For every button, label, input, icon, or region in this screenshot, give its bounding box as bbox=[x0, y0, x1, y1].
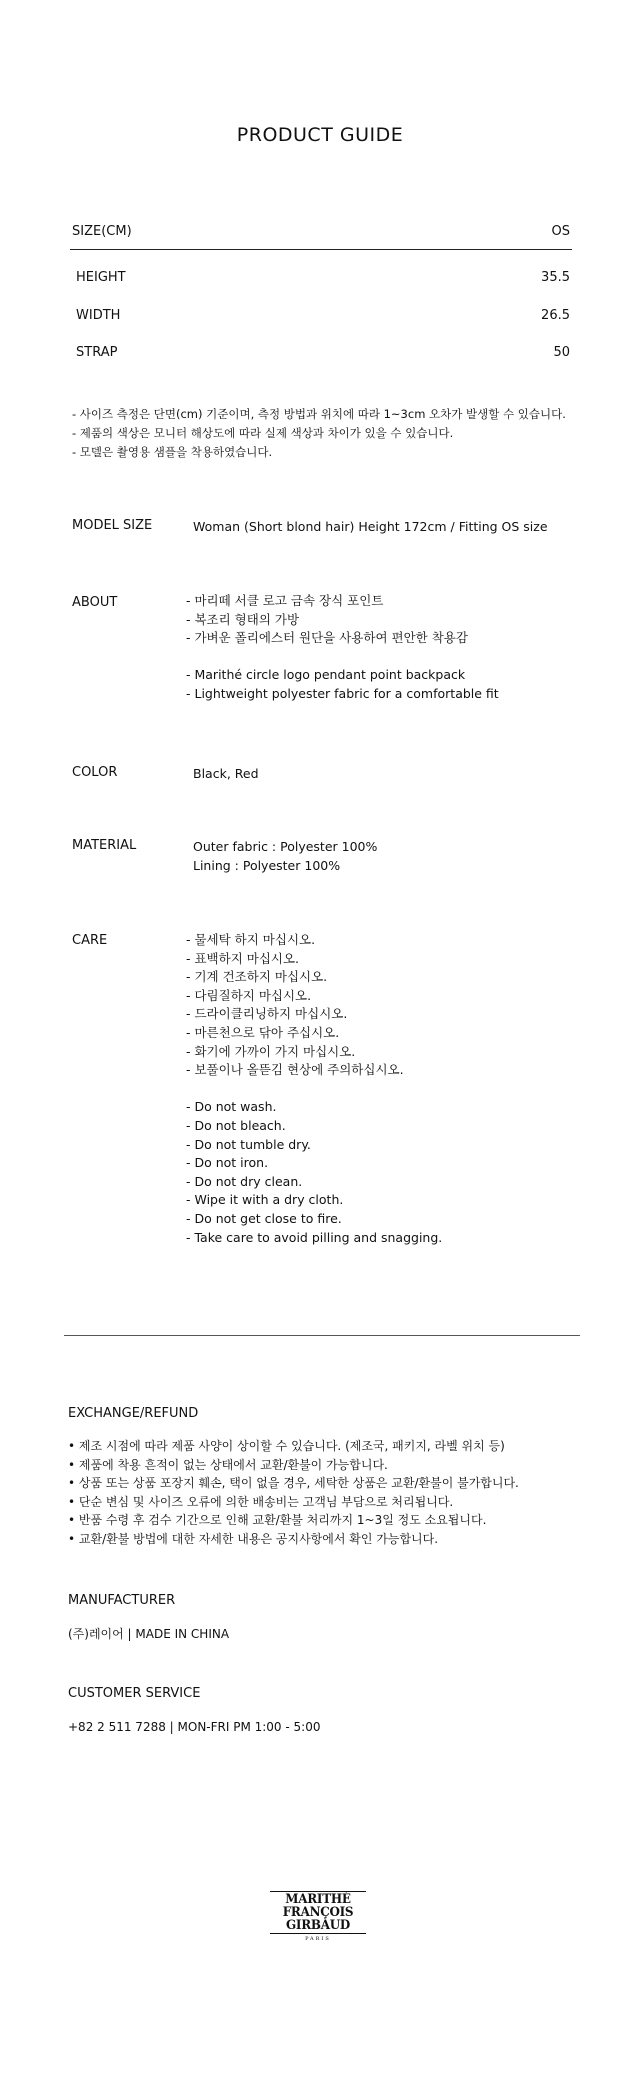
page-title: PRODUCT GUIDE bbox=[236, 124, 404, 146]
care-list bbox=[186, 931, 442, 1247]
brand-logo bbox=[270, 1890, 366, 1943]
model-size-value: Woman (Short blond hair) Height 172cm / Fitting OS size bbox=[193, 519, 548, 534]
about-line: - 복조리 형태의 가방 bbox=[186, 611, 300, 627]
care-line: - 마른천으로 닦아 주십시오. bbox=[186, 1024, 340, 1040]
care-line: - 표백하지 마십시오. bbox=[186, 950, 300, 966]
size-row-value: 50 bbox=[553, 345, 570, 360]
size-row-height bbox=[76, 270, 570, 285]
care-line: - 기계 건조하지 마십시오. bbox=[186, 969, 328, 985]
about-line: - Lightweight polyester fabric for a comfortable fit bbox=[186, 685, 499, 701]
material-line: Outer fabric : Polyester 100% bbox=[193, 839, 378, 854]
size-notes bbox=[72, 405, 566, 462]
care-line: - 물세탁 하지 마십시오. bbox=[186, 932, 316, 947]
note-line: - 사이즈 측정은 단면(cm) 기준이며, 측정 방법과 위치에 따라 1~3cm 오차가 발생할 수 있습니다. bbox=[72, 407, 566, 421]
care-line: - Do not tumble dry. bbox=[186, 1136, 311, 1152]
material-value bbox=[193, 838, 377, 875]
logo-paris: PARIS bbox=[305, 1936, 331, 1942]
exchange-line: • 단순 변심 및 사이즈 오류에 의한 배송비는 고객님 부담으로 처리됩니다. bbox=[68, 1494, 454, 1509]
size-header-value: OS bbox=[551, 224, 570, 239]
size-row-value: 26.5 bbox=[541, 308, 570, 323]
exchange-list bbox=[68, 1437, 519, 1549]
care-line: - Take care to avoid pilling and snagging. bbox=[186, 1229, 443, 1245]
size-table-header bbox=[72, 224, 570, 239]
size-table-divider bbox=[70, 249, 572, 250]
color-label: COLOR bbox=[72, 765, 118, 780]
size-row-label: WIDTH bbox=[76, 308, 121, 323]
about-line: - 마리떼 서클 로고 금속 장식 포인트 bbox=[186, 593, 384, 608]
care-line: - Do not iron. bbox=[186, 1155, 269, 1171]
exchange-line: • 제조 시점에 따라 제품 사양이 상이할 수 있습니다. (제조국, 패키지, 라벨 위치 등) bbox=[68, 1439, 505, 1453]
care-line: - 다림질하지 마십시오. bbox=[186, 987, 312, 1003]
exchange-line: • 반품 수령 후 검수 기간으로 인해 교환/환불 처리까지 1~3일 정도 소요됩니다. bbox=[68, 1513, 487, 1528]
about-line: - 가벼운 폴리에스터 원단을 사용하여 편안한 착용감 bbox=[186, 630, 468, 646]
care-line: - Do not bleach. bbox=[186, 1117, 286, 1133]
exchange-line: • 제품에 착용 흔적이 없는 상태에서 교환/환불이 가능합니다. bbox=[68, 1457, 388, 1472]
size-header-label: SIZE(CM) bbox=[72, 224, 132, 239]
size-row-label: STRAP bbox=[76, 345, 118, 360]
manufacturer-value: (주)레이어 | MADE IN CHINA bbox=[68, 1627, 230, 1641]
care-line: - Do not get close to fire. bbox=[186, 1210, 342, 1226]
size-row-value: 35.5 bbox=[541, 270, 570, 285]
care-line: - 화기에 가까이 가지 마십시오. bbox=[186, 1043, 356, 1059]
section-divider bbox=[64, 1335, 580, 1336]
care-line: - Do not wash. bbox=[186, 1099, 277, 1115]
color-value: Black, Red bbox=[193, 766, 259, 781]
exchange-title: EXCHANGE/REFUND bbox=[68, 1406, 199, 1421]
about-line: - Marithé circle logo pendant point backpack bbox=[186, 667, 466, 683]
size-row-strap bbox=[76, 345, 570, 360]
logo-line: GIRBAUD bbox=[285, 1918, 350, 1933]
manufacturer-title: MANUFACTURER bbox=[68, 1593, 176, 1608]
logo-line: MARITHÉ bbox=[285, 1892, 351, 1907]
care-line: - 드라이클리닝하지 마십시오. bbox=[186, 1006, 348, 1022]
customer-service-value: +82 2 511 7288 | MON-FRI PM 1:00 - 5:00 bbox=[68, 1720, 321, 1734]
material-line: Lining : Polyester 100% bbox=[193, 857, 341, 873]
care-label: CARE bbox=[72, 933, 108, 948]
care-line: - Do not dry clean. bbox=[186, 1173, 303, 1189]
care-line: - Wipe it with a dry cloth. bbox=[186, 1192, 344, 1208]
about-label: ABOUT bbox=[72, 595, 118, 610]
material-label: MATERIAL bbox=[72, 838, 137, 853]
logo-line: FRANÇOIS bbox=[282, 1905, 354, 1920]
about-list bbox=[186, 592, 499, 704]
care-line: - 보풀이나 올뜯김 현상에 주의하십시오. bbox=[186, 1062, 404, 1078]
note-line: - 모델은 촬영용 샘플을 착용하였습니다. bbox=[72, 445, 273, 459]
exchange-line: • 교환/환불 방법에 대한 자세한 내용은 공지사항에서 확인 가능합니다. bbox=[68, 1531, 439, 1546]
customer-service-title: CUSTOMER SERVICE bbox=[68, 1686, 201, 1701]
size-row-label: HEIGHT bbox=[76, 270, 126, 285]
model-size-label: MODEL SIZE bbox=[72, 518, 153, 533]
exchange-line: • 상품 또는 상품 포장지 훼손, 택이 없을 경우, 세탁한 상품은 교환/환불이 불가합니다. bbox=[68, 1476, 519, 1491]
note-line: - 제품의 색상은 모니터 해상도에 따라 실제 색상과 차이가 있을 수 있습니다. bbox=[72, 426, 454, 440]
size-row-width bbox=[76, 308, 570, 323]
